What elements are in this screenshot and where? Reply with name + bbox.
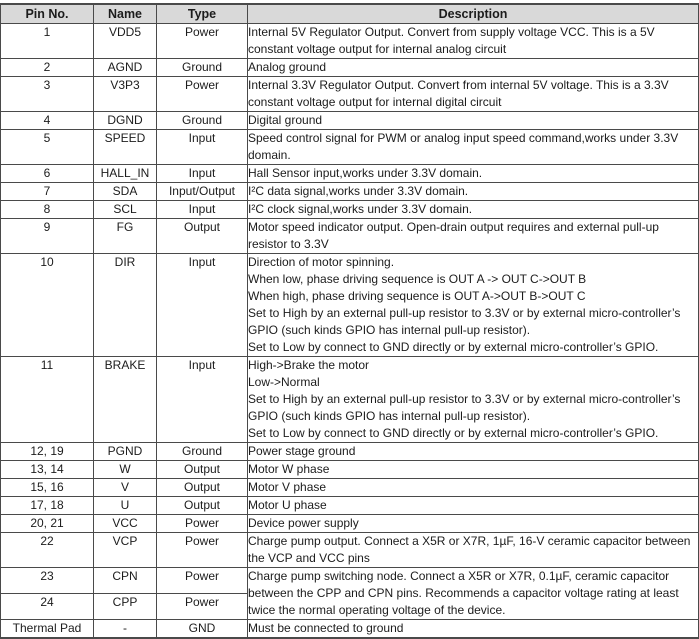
pin-cell: 4 — [1, 112, 94, 130]
name-cell: VCP — [94, 533, 157, 568]
name-cell: HALL_IN — [94, 165, 157, 183]
type-cell: Ground — [157, 112, 248, 130]
pin-cell: 7 — [1, 183, 94, 201]
description-cell — [248, 254, 699, 357]
description-line: High->Brake the motor — [248, 358, 370, 372]
description-line: Power stage ground — [248, 444, 356, 458]
type-cell: Input — [157, 165, 248, 183]
table-row — [1, 254, 699, 357]
description-cell — [248, 24, 699, 59]
pin-cell: 10 — [1, 254, 94, 357]
name-cell: CPP — [94, 594, 157, 620]
description-cell — [248, 165, 699, 183]
pin-cell: 5 — [1, 130, 94, 165]
table-row — [1, 620, 699, 639]
header-row — [1, 4, 699, 24]
table-row — [1, 219, 699, 254]
table-row — [1, 24, 699, 59]
pin-cell: 6 — [1, 165, 94, 183]
pin-cell: 1 — [1, 24, 94, 59]
description-line: Charge pump switching node. Connect a X5R or X7R, 0.1µF, ceramic capacitor between the CPP and CPN pins. Recommends a capacitor voltage rating at least twice the normal operating voltage of the device. — [248, 569, 679, 617]
type-cell: Ground — [157, 59, 248, 77]
description-cell — [248, 533, 699, 568]
description-line: Analog ground — [248, 60, 327, 74]
table-header-row — [1, 4, 699, 24]
table-row — [1, 357, 699, 443]
type-cell: Input — [157, 130, 248, 165]
description-cell — [248, 201, 699, 219]
type-cell: Power — [157, 515, 248, 533]
column-header-type: Type — [157, 4, 248, 24]
name-cell: VCC — [94, 515, 157, 533]
description-line: Must be connected to ground — [248, 621, 404, 635]
description-line: Device power supply — [248, 516, 359, 530]
table-row — [1, 533, 699, 568]
pin-cell: 15, 16 — [1, 479, 94, 497]
type-cell: Input/Output — [157, 183, 248, 201]
description-line: Motor speed indicator output. Open-drain output requires and external pull-up resistor to 3.3V — [248, 220, 659, 251]
table-body — [1, 24, 699, 639]
type-cell: Output — [157, 479, 248, 497]
column-header-name: Name — [94, 4, 157, 24]
type-cell: Output — [157, 497, 248, 515]
column-header-pin-no: Pin No. — [1, 4, 94, 24]
type-cell: Output — [157, 219, 248, 254]
pin-cell: 8 — [1, 201, 94, 219]
type-cell: Input — [157, 254, 248, 357]
table-row — [1, 515, 699, 533]
pin-cell: 23 — [1, 568, 94, 594]
pin-cell: 13, 14 — [1, 461, 94, 479]
name-cell: U — [94, 497, 157, 515]
type-cell: Power — [157, 24, 248, 59]
description-line: Set to Low by connect to GND directly or by external micro-controller’s GPIO. — [248, 426, 659, 440]
table-row — [1, 497, 699, 515]
description-cell — [248, 461, 699, 479]
name-cell: VDD5 — [94, 24, 157, 59]
description-line: Speed control signal for PWM or analog input speed command,works under 3.3V domain. — [248, 131, 679, 162]
name-cell: DIR — [94, 254, 157, 357]
type-cell: Power — [157, 77, 248, 112]
description-cell — [248, 130, 699, 165]
type-cell: Input — [157, 357, 248, 443]
table-row — [1, 568, 699, 594]
type-cell: Power — [157, 533, 248, 568]
pin-cell: 17, 18 — [1, 497, 94, 515]
name-cell: BRAKE — [94, 357, 157, 443]
pin-cell: 2 — [1, 59, 94, 77]
description-line: Internal 5V Regulator Output. Convert from supply voltage VCC. This is a 5V constant voltage output for internal analog circuit — [248, 25, 655, 56]
description-line: Hall Sensor input,works under 3.3V domain. — [248, 166, 483, 180]
type-cell: Ground — [157, 443, 248, 461]
name-cell: DGND — [94, 112, 157, 130]
type-cell: GND — [157, 620, 248, 639]
pin-cell: 24 — [1, 594, 94, 620]
description-line: I²C clock signal,works under 3.3V domain. — [248, 202, 473, 216]
description-line: Internal 3.3V Regulator Output. Convert from internal 5V voltage. This is a 3.3V constant voltage output for internal digital circuit — [248, 78, 669, 109]
pin-cell: 11 — [1, 357, 94, 443]
name-cell: W — [94, 461, 157, 479]
description-line: Set to High by an external pull-up resistor to 3.3V or by external micro-controller’s GPIO (such kinds GPIO has internal pull-up resistor). — [248, 306, 681, 337]
table-row — [1, 461, 699, 479]
name-cell: AGND — [94, 59, 157, 77]
pin-cell: 12, 19 — [1, 443, 94, 461]
description-line: Digital ground — [248, 113, 323, 127]
name-cell: SCL — [94, 201, 157, 219]
table-row — [1, 201, 699, 219]
description-line: When high, phase driving sequence is OUT A->OUT B->OUT C — [248, 289, 586, 303]
description-line: Direction of motor spinning. — [248, 255, 395, 269]
table-row — [1, 183, 699, 201]
description-cell — [248, 219, 699, 254]
name-cell: FG — [94, 219, 157, 254]
description-line: Charge pump output. Connect a X5R or X7R, 1µF, 16-V ceramic capacitor between the VCP and VCC pins — [248, 534, 691, 565]
table-row — [1, 165, 699, 183]
pin-cell: 3 — [1, 77, 94, 112]
description-cell — [248, 59, 699, 77]
name-cell: SDA — [94, 183, 157, 201]
name-cell: V3P3 — [94, 77, 157, 112]
table-row — [1, 59, 699, 77]
type-cell: Power — [157, 594, 248, 620]
name-cell: V — [94, 479, 157, 497]
pin-description-table — [0, 3, 699, 639]
description-line: Set to Low by connect to GND directly or by external micro-controller’s GPIO. — [248, 340, 659, 354]
table-row — [1, 443, 699, 461]
table-row — [1, 130, 699, 165]
pin-cell: 9 — [1, 219, 94, 254]
table-row — [1, 112, 699, 130]
description-cell — [248, 443, 699, 461]
pin-cell: 20, 21 — [1, 515, 94, 533]
column-header-description: Description — [248, 4, 699, 24]
type-cell: Output — [157, 461, 248, 479]
description-line: Low->Normal — [248, 375, 320, 389]
pin-cell: 22 — [1, 533, 94, 568]
name-cell: - — [94, 620, 157, 639]
name-cell: PGND — [94, 443, 157, 461]
description-line: I²C data signal,works under 3.3V domain. — [248, 184, 469, 198]
description-line: When low, phase driving sequence is OUT A -> OUT C->OUT B — [248, 272, 587, 286]
table-row — [1, 77, 699, 112]
description-line: Motor W phase — [248, 462, 330, 476]
description-cell — [248, 112, 699, 130]
type-cell: Input — [157, 201, 248, 219]
description-cell — [248, 357, 699, 443]
name-cell: SPEED — [94, 130, 157, 165]
description-line: Motor V phase — [248, 480, 327, 494]
name-cell: CPN — [94, 568, 157, 594]
description-cell — [248, 620, 699, 639]
description-cell — [248, 183, 699, 201]
description-line: Motor U phase — [248, 498, 327, 512]
description-line: Set to High by an external pull-up resistor to 3.3V or by external micro-controller’s GPIO (such kinds GPIO has internal pull-up resistor). — [248, 392, 681, 423]
description-cell — [248, 77, 699, 112]
description-cell — [248, 497, 699, 515]
table-row — [1, 479, 699, 497]
description-cell — [248, 515, 699, 533]
type-cell: Power — [157, 568, 248, 594]
description-cell — [248, 479, 699, 497]
pin-cell: Thermal Pad — [1, 620, 94, 639]
